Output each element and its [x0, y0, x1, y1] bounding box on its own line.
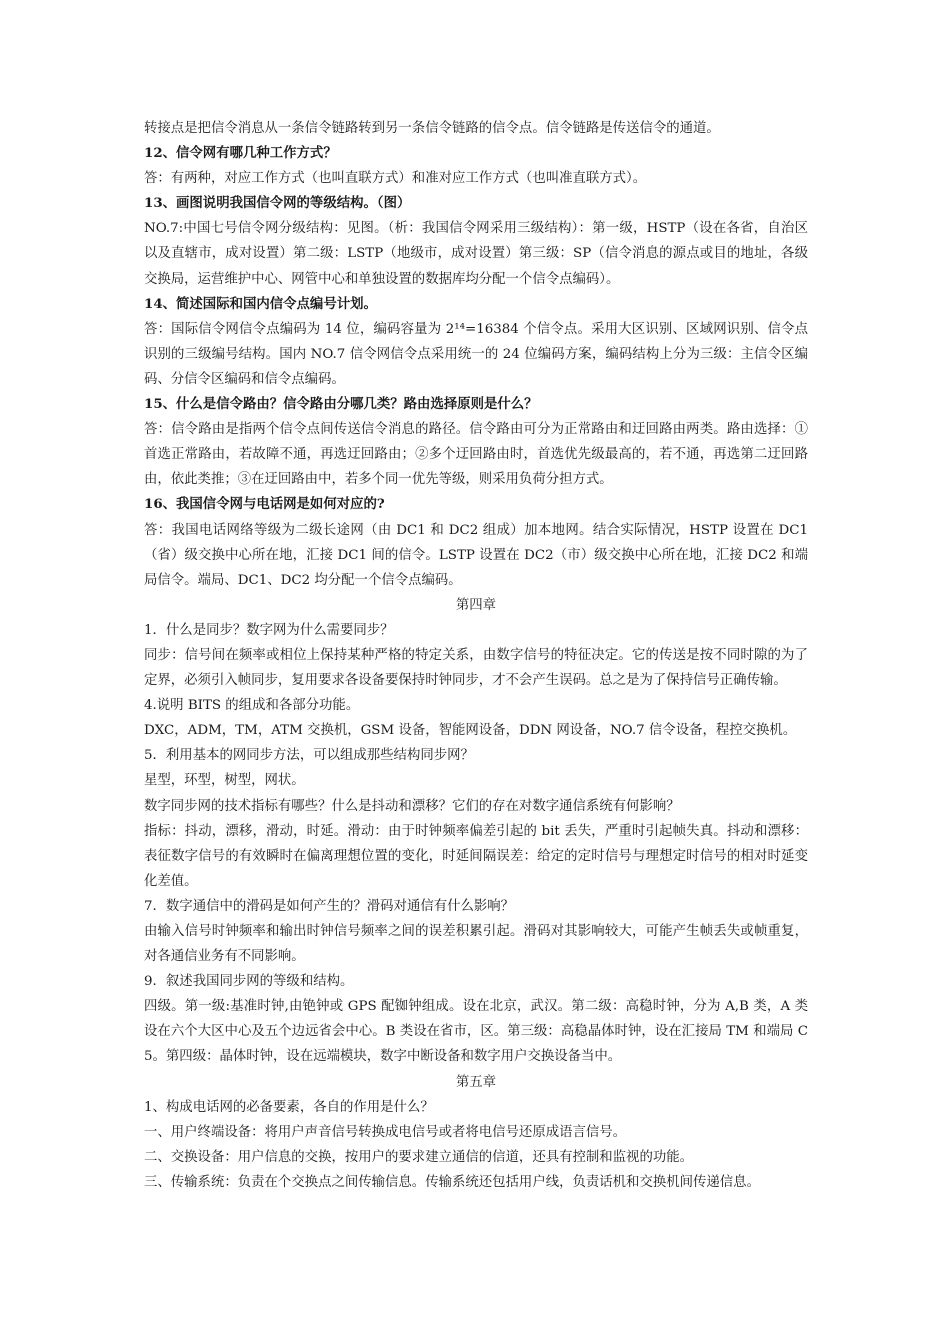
- chapter-title: 第四章: [455, 597, 497, 613]
- answer-paragraph: 答：信令路由是指两个信令点间传送信令消息的路径。信令路由可分为正常路由和迂回路由两类。路由选择：①首选正常路由，若故障不通，再选迂回路由；②多个迂回路由时，首选优先级最高的，若不通，再选第二迂回路由，依此类推；③在迂回路由中，若多个同一优先等级，则采用负荷分担方式。: [144, 422, 808, 488]
- question-heading: 12、信令网有哪几种工作方式？: [144, 145, 337, 162]
- answer-paragraph: NO.7:中国七号信令网分级结构：见图。（析：我国信令网采用三级结构）：第一级，HSTP（设在各省，自治区以及直辖市，成对设置）第二级：LSTP（地级市，成对设置）第三级：SP（信令消息的源点或目的地址，各级交换局，运营维护中心、网管中心和单独设置的数据库均分配一个信令点编码）。: [144, 221, 808, 287]
- question-heading: 14、简述国际和国内信令点编号计划。: [144, 295, 377, 312]
- answer-paragraph: 由输入信号时钟频率和输出时钟信号频率之间的误差积累引起。滑码对其影响较大，可能产生帧丢失或帧重复，对各通信业务有不同影响。: [144, 924, 808, 965]
- answer-paragraph: 一、用户终端设备：将用户声音信号转换成电信号或者将电信号还原成语言信号。: [144, 1124, 627, 1140]
- answer-paragraph: 二、交换设备：用户信息的交换，按用户的要求建立通信的信道，还具有控制和监视的功能。: [144, 1149, 694, 1165]
- question-heading: 15、什么是信令路由？信令路由分哪几类？路由选择原则是什么？: [144, 396, 538, 413]
- question-line: 1、构成电话网的必备要素，各自的作用是什么？: [144, 1099, 434, 1115]
- question-line: 7．数字通信中的滑码是如何产生的？滑码对通信有什么影响？: [144, 898, 515, 914]
- answer-paragraph: 答：国际信令网信令点编码为 14 位，编码容量为 2¹⁴=16384 个信令点。采用大区识别、区域网识别、信令点识别的三级编号结构。国内 NO.7 信令网信令点采用统一的 24 位编码方案，编码结构上分为三级：主信令区编码、分信令区编码和信令点编码。: [144, 321, 808, 387]
- answer-paragraph: 答：有两种，对应工作方式（也叫直联方式）和准对应工作方式（也叫准直联方式）。: [144, 171, 647, 187]
- chapter-title: 第五章: [455, 1074, 497, 1090]
- question-line: 5．利用基本的网同步方法，可以组成那些结构同步网？: [144, 748, 474, 764]
- text-line: 转接点是把信令消息从一条信令链路转到另一条信令链路的信令点。信令链路是传送信令的通道。: [144, 121, 720, 136]
- question-line: 1．什么是同步？数字网为什么需要同步？: [144, 622, 394, 638]
- answer-paragraph: 四级。第一级:基准时钟,由铯钟或 GPS 配铷钟组成。设在北京，武汉。第二级：高稳时钟，分为 A,B 类，A 类设在六个大区中心及五个边远省会中心。B 类设在省市，区。第三级：高稳晶体时钟，设在汇接局 TM 和端局 C5。第四级：晶体时钟，设在远端模块，数字中断设备和数字用户交换设备当中。: [144, 999, 808, 1065]
- question-heading: 16、我国信令网与电话网是如何对应的?: [144, 496, 385, 513]
- answer-paragraph: 星型，环型，树型，网状。: [144, 773, 305, 789]
- question-heading: 13、画图说明我国信令网的等级结构。（图）: [144, 195, 411, 212]
- answer-paragraph: 指标：抖动，漂移，滑动，时延。滑动：由于时钟频率偏差引起的 bit 丢失，严重时引起帧失真。抖动和漂移：表征数字信号的有效瞬时在偏离理想位置的变化，时延间隔误差：给定的定时信号与理想定时信号的相对时延变化差值。: [144, 823, 808, 889]
- question-line: 4.说明 BITS 的组成和各部分功能。: [144, 698, 360, 714]
- question-line: 数字同步网的技术指标有哪些？什么是抖动和漂移？它们的存在对数字通信系统有何影响？: [144, 798, 680, 814]
- question-line: 9．叙述我国同步网的等级和结构。: [144, 974, 354, 990]
- answer-paragraph: 答：我国电话网络等级为二级长途网（由 DC1 和 DC2 组成）加本地网。结合实际情况，HSTP 设置在 DC1（省）级交换中心所在地，汇接 DC1 间的信令。LSTP 设置在 DC2（市）级交换中心所在地，汇接 DC2 和端局信令。端局、DC1、DC2 均分配一个信令点编码。: [144, 522, 808, 588]
- answer-paragraph: DXC，ADM，TM，ATM 交换机，GSM 设备，智能网设备，DDN 网设备，NO.7 信令设备，程控交换机。: [144, 723, 797, 739]
- answer-paragraph: 同步：信号间在频率或相位上保持某种严格的特定关系，由数字信号的特征决定。它的传送是按不同时隙的为了定界，必须引入帧同步，复用要求各设备要保持时钟同步，才不会产生误码。总之是为了保持信号正确传输。: [144, 647, 808, 689]
- answer-paragraph: 三、传输系统：负责在个交换点之间传输信息。传输系统还包括用户线，负责话机和交换机间传递信息。: [144, 1174, 760, 1190]
- document-page: [144, 116, 808, 1195]
